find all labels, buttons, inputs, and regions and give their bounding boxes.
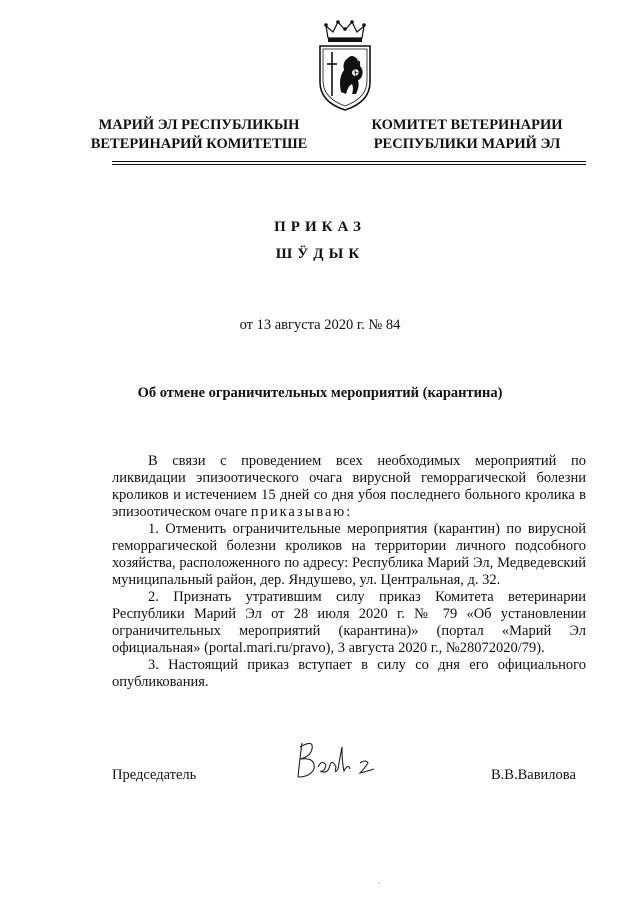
handwritten-signature [292, 737, 380, 783]
header-russian-name [344, 116, 590, 154]
paragraph-intro-keyword: приказываю: [250, 504, 353, 520]
order-item-3: 3. Настоящий приказ вступает в силу со дня его официального опубликования. [112, 657, 586, 690]
coat-of-arms-icon [314, 18, 376, 114]
header-mari-name [60, 116, 338, 154]
order-item-1: 1. Отменить ограничительные мероприятия (карантин) по вирусной геморрагической болезни кроликов на территории личного подсобного хозяйства, расположенного по адресу: Республика Марий Эл, Медведевский муниципальный район, дер. Яндушево, ул. Центральная, д. 32. [112, 521, 586, 588]
document-title-ru: ПРИКАЗ [274, 219, 366, 235]
header-divider-bottom [112, 164, 586, 165]
paragraph-intro-text: В связи с проведением всех необходимых мероприятий по ликвидации эпизоотического очага вирусной геморрагической болезни кроликов и истечением 15 дней со дня убоя последнего больного кролика в эпизоотическом очаге [112, 453, 586, 520]
header-left-line2: ВЕТЕРИНАРИЙ КОМИТЕТШЕ [90, 136, 308, 152]
scan-speck [378, 882, 380, 884]
order-body [112, 453, 586, 691]
header-divider-top [112, 161, 586, 162]
paragraph-intro [112, 453, 586, 521]
order-subject: Об отмене ограничительных мероприятий (карантина) [137, 385, 503, 401]
document-title-mari: ШӰДЫК [275, 246, 365, 262]
header-right-line1: КОМИТЕТ ВЕТЕРИНАРИИ [371, 117, 563, 133]
order-item-2: 2. Признать утратившим силу приказ Комитета ветеринарии Республики Марий Эл от 28 июля 2020 г. № 79 «Об установлении ограничительных мероприятий (карантина)» (портал «Марий Эл официальная» (portal.mari.ru/pravo), 3 августа 2020 г., №28072020/79). [112, 589, 586, 656]
header-left-line1: МАРИЙ ЭЛ РЕСПУБЛИКЫН [98, 117, 300, 133]
order-date-number: от 13 августа 2020 г. № 84 [239, 317, 401, 333]
signatory-position: Председатель [112, 767, 197, 783]
header-right-line2: РЕСПУБЛИКИ МАРИЙ ЭЛ [373, 136, 561, 152]
signatory-name: В.В.Вавилова [491, 767, 576, 783]
